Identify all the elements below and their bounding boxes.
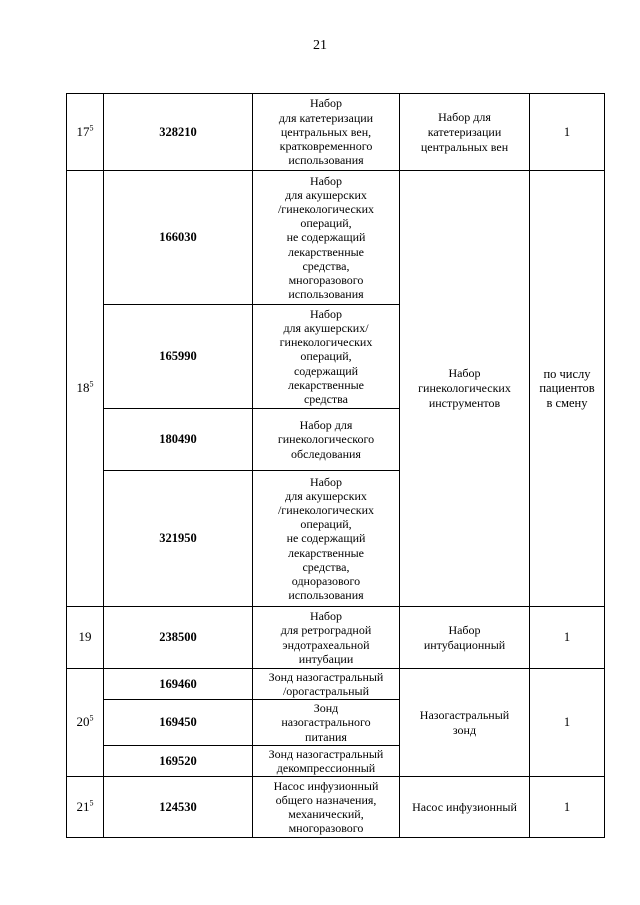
device-code: 180490 bbox=[104, 409, 253, 471]
device-code: 238500 bbox=[104, 607, 253, 669]
device-group: Назогастральный зонд bbox=[400, 669, 530, 777]
device-description: Зонд назогастрального питания bbox=[253, 700, 400, 746]
device-code: 321950 bbox=[104, 471, 253, 607]
device-code: 328210 bbox=[104, 94, 253, 171]
device-quantity: 1 bbox=[530, 669, 605, 777]
device-description: Набор для ретроградной эндотрахеальной интубации bbox=[253, 607, 400, 669]
device-quantity: по числу пациентов в смену bbox=[530, 171, 605, 607]
table-row bbox=[67, 669, 605, 700]
row-number: $18^5$ bbox=[67, 171, 104, 607]
device-description: Набор для катетеризации центральных вен, кратковременного использования bbox=[253, 94, 400, 171]
table-row bbox=[67, 171, 605, 305]
device-description: Насос инфузионный общего назначения, механический, многоразового bbox=[253, 777, 400, 838]
row-number: $17^5$ bbox=[67, 94, 104, 171]
device-description: Зонд назогастральный /орогастральный bbox=[253, 669, 400, 700]
table-row bbox=[67, 777, 605, 838]
device-code: 169460 bbox=[104, 669, 253, 700]
device-description: Зонд назогастральный декомпрессионный bbox=[253, 746, 400, 777]
device-group: Набор интубационный bbox=[400, 607, 530, 669]
device-quantity: 1 bbox=[530, 607, 605, 669]
device-description: Набор для акушерских /гинекологических операций, не содержащий лекарственные средства, одноразового использования bbox=[253, 471, 400, 607]
device-group: Набор для катетеризации центральных вен bbox=[400, 94, 530, 171]
table-row bbox=[67, 607, 605, 669]
device-description: Набор для гинекологического обследования bbox=[253, 409, 400, 471]
row-number: 19 bbox=[67, 607, 104, 669]
device-code: 169450 bbox=[104, 700, 253, 746]
medical-devices-table bbox=[66, 93, 605, 838]
row-number: $21^5$ bbox=[67, 777, 104, 838]
device-code: 169520 bbox=[104, 746, 253, 777]
device-code: 166030 bbox=[104, 171, 253, 305]
device-group: Набор гинекологических инструментов bbox=[400, 171, 530, 607]
device-description: Набор для акушерских/ гинекологических операций, содержащий лекарственные средства bbox=[253, 305, 400, 409]
device-quantity: 1 bbox=[530, 777, 605, 838]
device-description: Набор для акушерских /гинекологических операций, не содержащий лекарственные средства, многоразового использования bbox=[253, 171, 400, 305]
device-quantity: 1 bbox=[530, 94, 605, 171]
device-code: 165990 bbox=[104, 305, 253, 409]
page-number: 21 bbox=[313, 38, 327, 53]
device-code: 124530 bbox=[104, 777, 253, 838]
device-group: Насос инфузионный bbox=[400, 777, 530, 838]
table-row bbox=[67, 94, 605, 171]
row-number: $20^5$ bbox=[67, 669, 104, 777]
